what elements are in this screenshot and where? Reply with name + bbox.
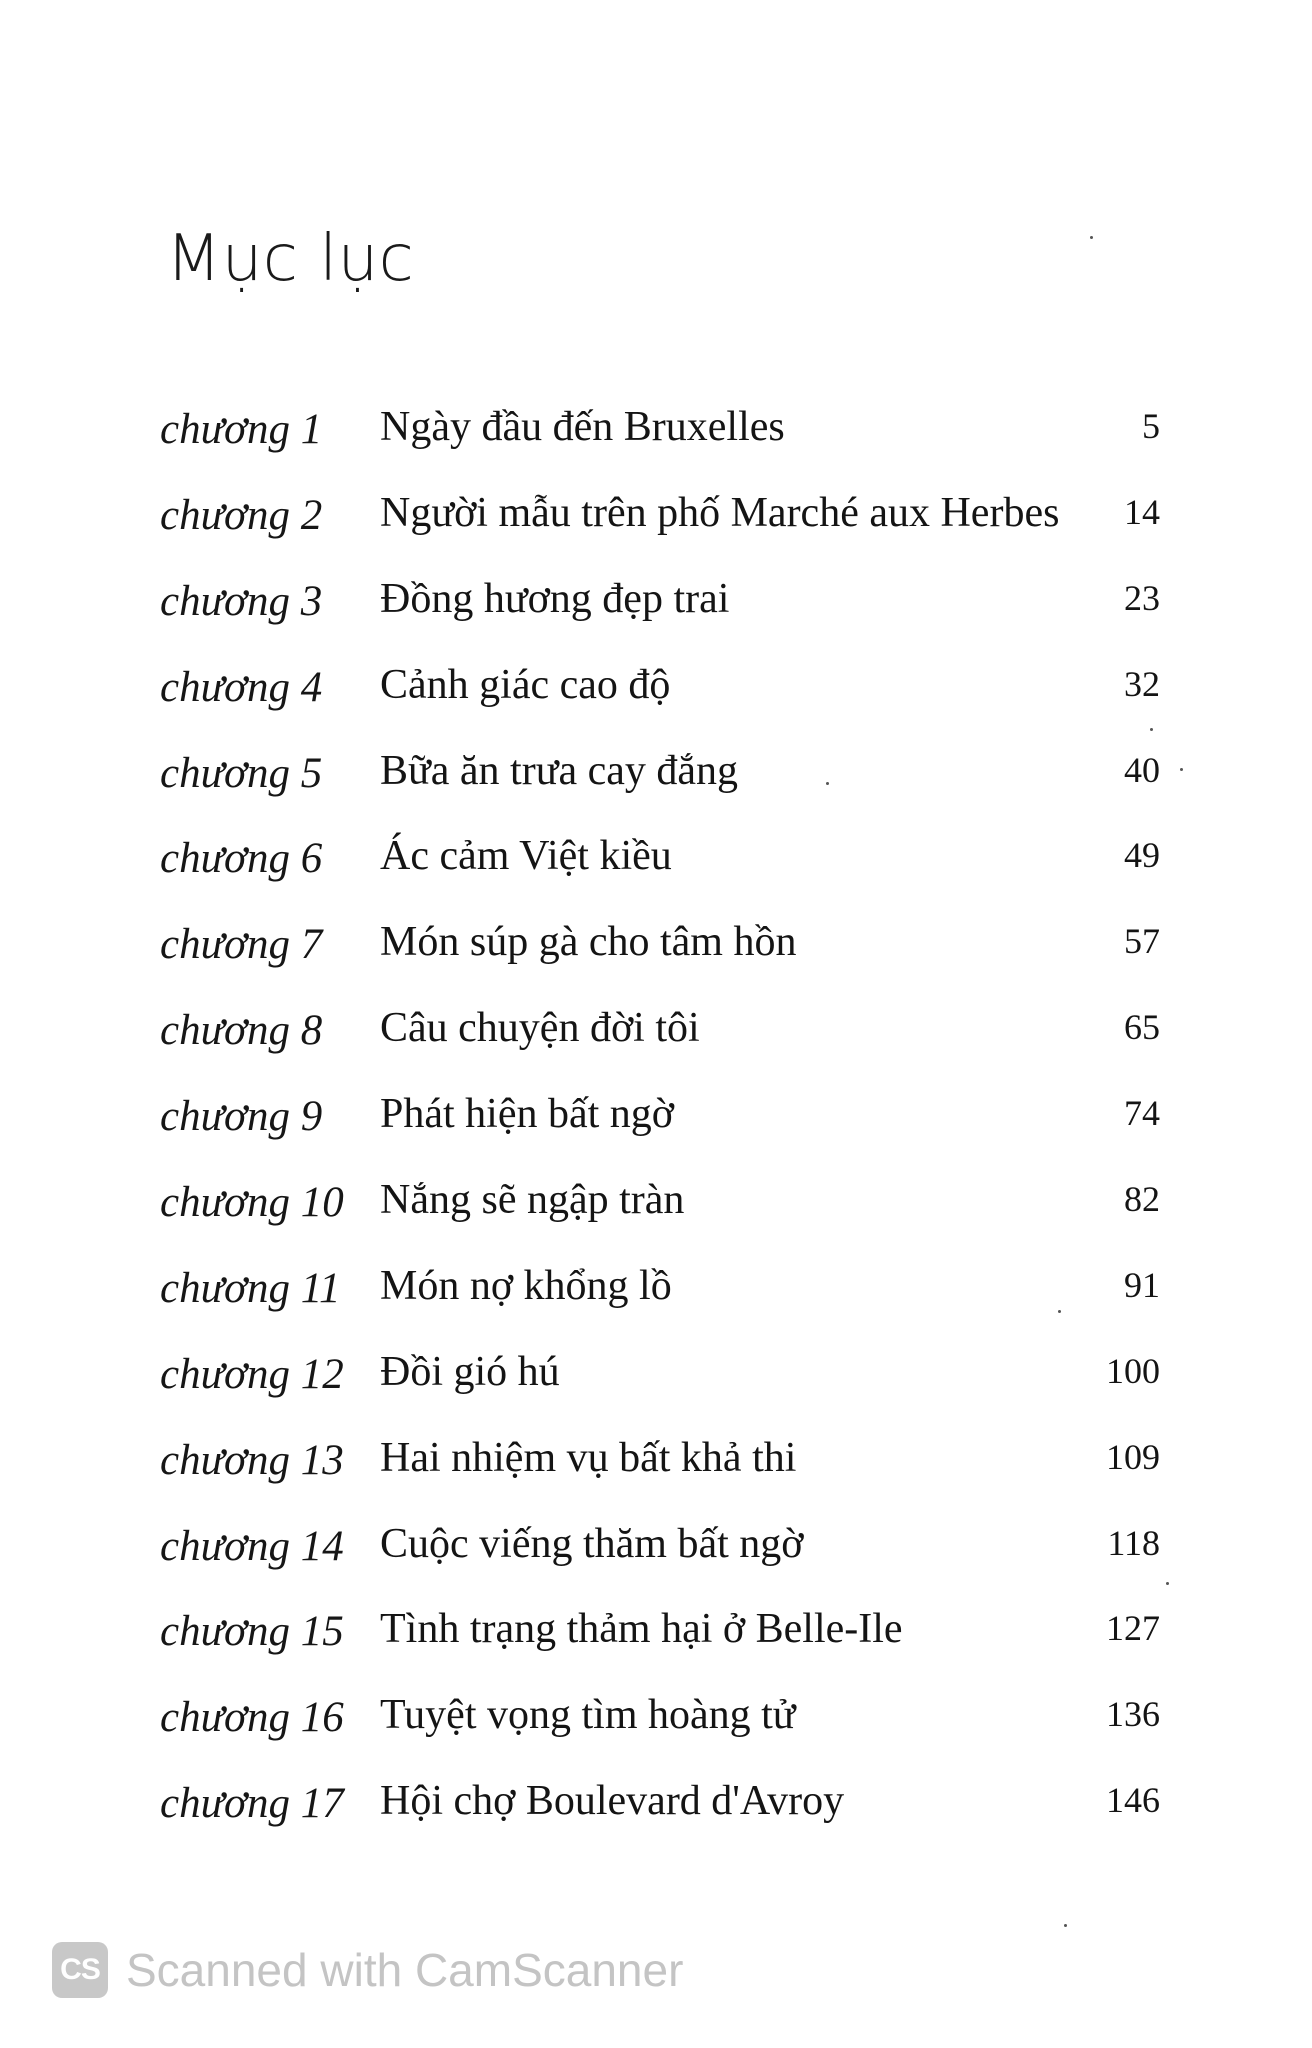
chapter-page-number: 65 bbox=[1124, 1007, 1160, 1048]
chapter-page-number: 136 bbox=[1106, 1694, 1160, 1735]
toc-entry bbox=[160, 1340, 1160, 1426]
chapter-label: chương 4 bbox=[160, 663, 323, 711]
page-title: Mục lục bbox=[166, 222, 415, 296]
chapter-title: Nắng sẽ ngập tràn bbox=[380, 1177, 685, 1224]
scan-speck bbox=[826, 782, 829, 785]
chapter-title: Ác cảm Việt kiều bbox=[380, 833, 672, 880]
chapter-page-number: 82 bbox=[1124, 1179, 1160, 1220]
toc-entry bbox=[160, 1168, 1160, 1254]
chapter-page-number: 23 bbox=[1124, 577, 1160, 618]
chapter-title: Phát hiện bất ngờ bbox=[380, 1091, 674, 1138]
chapter-label: chương 3 bbox=[160, 577, 323, 625]
chapter-title: Ngày đầu đến Bruxelles bbox=[380, 404, 785, 450]
chapter-page-number: 100 bbox=[1106, 1350, 1160, 1391]
toc-entry bbox=[160, 1683, 1160, 1769]
scan-speck bbox=[1180, 768, 1183, 771]
toc-entry bbox=[160, 567, 1160, 653]
chapter-label: chương 16 bbox=[160, 1694, 344, 1742]
chapter-label: chương 13 bbox=[160, 1436, 344, 1484]
chapter-title: Món súp gà cho tâm hồn bbox=[380, 919, 797, 966]
scan-speck bbox=[1166, 1582, 1169, 1585]
chapter-label: chương 5 bbox=[160, 749, 323, 797]
camscanner-watermark bbox=[52, 1942, 683, 1998]
toc-entry bbox=[160, 1597, 1160, 1683]
camscanner-logo-icon: CS bbox=[52, 1942, 108, 1998]
chapter-title: Người mẫu trên phố Marché aux Herbes bbox=[380, 489, 1060, 536]
toc-entry bbox=[160, 996, 1160, 1082]
chapter-page-number: 32 bbox=[1124, 663, 1160, 704]
chapter-label: chương 7 bbox=[160, 921, 323, 969]
chapter-title: Đồng hương đẹp trai bbox=[380, 575, 730, 622]
scan-speck bbox=[1090, 236, 1093, 239]
chapter-label: chương 8 bbox=[160, 1007, 323, 1055]
toc-entry bbox=[160, 1769, 1160, 1855]
chapter-label: chương 15 bbox=[160, 1608, 344, 1656]
chapter-page-number: 118 bbox=[1107, 1522, 1160, 1563]
chapter-title: Câu chuyện đời tôi bbox=[380, 1005, 700, 1052]
chapter-label: chương 17 bbox=[160, 1780, 344, 1828]
chapter-page-number: 146 bbox=[1106, 1780, 1160, 1821]
chapter-label: chương 11 bbox=[160, 1264, 341, 1312]
chapter-label: chương 12 bbox=[160, 1350, 344, 1398]
chapter-label: chương 6 bbox=[160, 835, 323, 883]
chapter-label: chương 9 bbox=[160, 1093, 323, 1141]
chapter-title: Bữa ăn trưa cay đắng bbox=[380, 747, 739, 794]
chapter-label: chương 10 bbox=[160, 1179, 344, 1227]
chapter-page-number: 109 bbox=[1106, 1436, 1160, 1477]
chapter-page-number: 49 bbox=[1124, 835, 1160, 876]
chapter-title: Cuộc viếng thăm bất ngờ bbox=[380, 1520, 804, 1567]
chapter-title: Cảnh giác cao độ bbox=[380, 661, 671, 708]
toc-entry bbox=[160, 739, 1160, 825]
chapter-title: Tuyệt vọng tìm hoàng tử bbox=[380, 1692, 796, 1739]
toc-entry bbox=[160, 824, 1160, 910]
chapter-title: Đồi gió hú bbox=[380, 1348, 560, 1395]
chapter-page-number: 127 bbox=[1106, 1608, 1160, 1649]
toc-entry bbox=[160, 1254, 1160, 1340]
watermark-text: Scanned with CamScanner bbox=[126, 1944, 684, 1996]
chapter-title: Món nợ khổng lồ bbox=[380, 1262, 672, 1309]
chapter-page-number: 5 bbox=[1142, 406, 1160, 446]
chapter-page-number: 14 bbox=[1124, 491, 1160, 532]
chapter-label: chương 1 bbox=[160, 406, 323, 453]
chapter-page-number: 91 bbox=[1124, 1264, 1160, 1305]
chapter-page-number: 57 bbox=[1124, 921, 1160, 962]
scan-speck bbox=[1064, 1924, 1067, 1927]
toc-entry bbox=[160, 1082, 1160, 1168]
chapter-label: chương 14 bbox=[160, 1522, 344, 1570]
chapter-title: Tình trạng thảm hại ở Belle-Ile bbox=[380, 1606, 903, 1653]
chapter-title: Hội chợ Boulevard d'Avroy bbox=[380, 1778, 845, 1825]
chapter-title: Hai nhiệm vụ bất khả thi bbox=[380, 1434, 797, 1481]
chapter-page-number: 40 bbox=[1124, 749, 1160, 790]
toc-entry bbox=[160, 910, 1160, 996]
toc-entry bbox=[160, 1512, 1160, 1598]
scan-speck bbox=[1058, 1310, 1061, 1313]
toc-entry bbox=[160, 653, 1160, 739]
toc-entry bbox=[160, 481, 1160, 567]
chapter-page-number: 74 bbox=[1124, 1093, 1160, 1134]
toc-entry bbox=[160, 1426, 1160, 1512]
scan-speck bbox=[1150, 728, 1153, 731]
toc-entry bbox=[160, 395, 1160, 481]
table-of-contents bbox=[160, 395, 1160, 1855]
chapter-label: chương 2 bbox=[160, 491, 323, 539]
